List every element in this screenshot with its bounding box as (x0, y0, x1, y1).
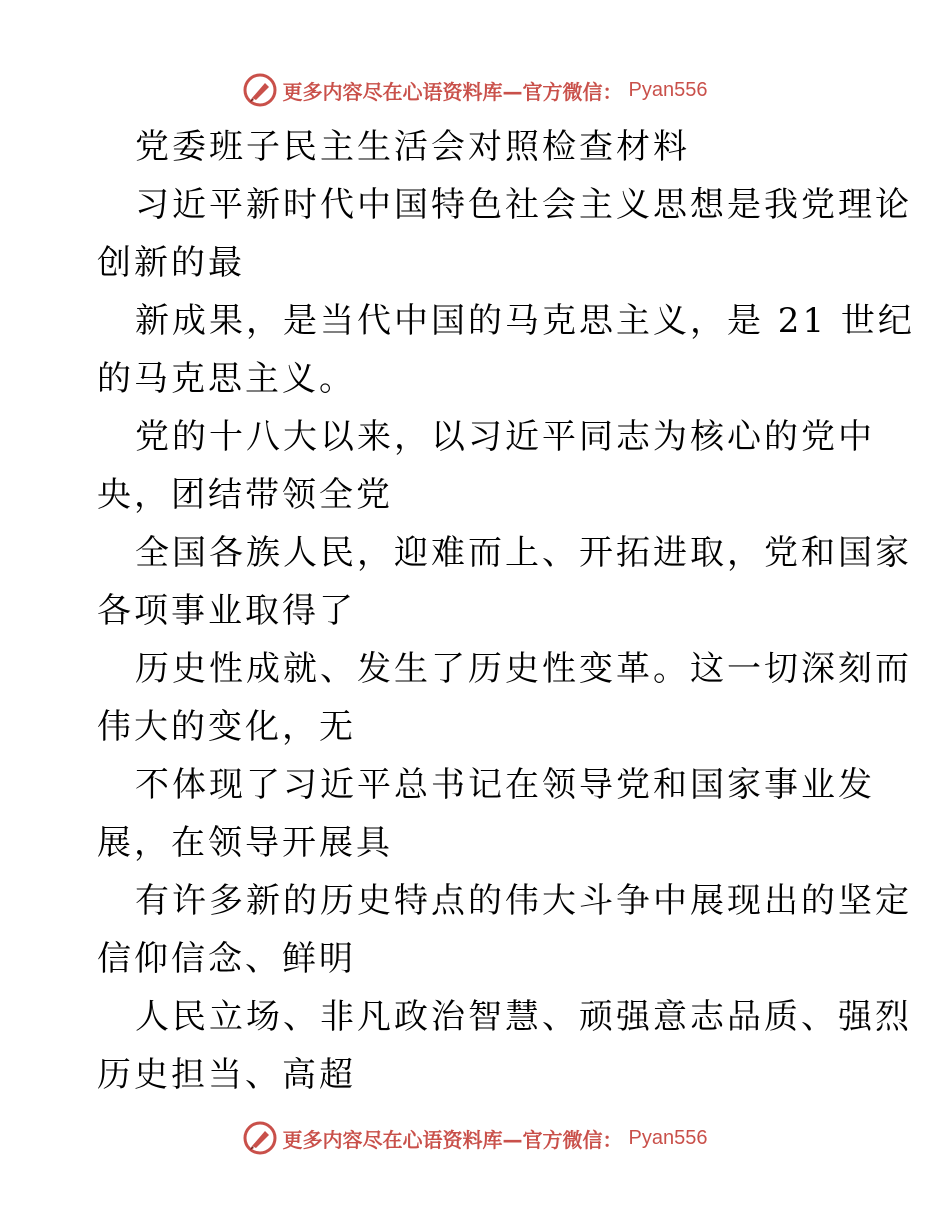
header-banner-text: 更多内容尽在心语资料库—官方微信： (282, 79, 623, 104)
paragraph-line: 党的十八大以来，以习近平同志为核心的党中 (135, 417, 875, 457)
paragraph-line: 历史性成就、发生了历史性变革。这一切深刻而 (135, 649, 912, 689)
document-title: 党委班子民主生活会对照检查材料 (135, 127, 690, 167)
paragraph-line: 的马克思主义。 (97, 359, 356, 399)
paragraph-line: 历史担当、高超 (97, 1055, 356, 1095)
paragraph-line: 不体现了习近平总书记在领导党和国家事业发 (135, 765, 875, 805)
header-wechat-id: Pyan556 (628, 78, 708, 101)
pen-nib-logo-icon (243, 1121, 277, 1155)
paragraph-line: 信仰信念、鲜明 (97, 939, 356, 979)
paragraph-line: 有许多新的历史特点的伟大斗争中展现出的坚定 (135, 881, 912, 921)
paragraph-line: 全国各族人民，迎难而上、开拓进取，党和国家 (135, 533, 912, 573)
paragraph-line: 各项事业取得了 (97, 591, 356, 631)
paragraph-line: 习近平新时代中国特色社会主义思想是我党理论 (135, 185, 912, 225)
pen-nib-logo-icon (243, 73, 277, 107)
footer-wechat-id: Pyan556 (628, 1126, 708, 1149)
paragraph-line: 展，在领导开展具 (97, 823, 393, 863)
paragraph-line: 央，团结带领全党 (97, 475, 393, 515)
document-body (97, 118, 915, 1104)
paragraph-line: 伟大的变化，无 (97, 707, 356, 747)
paragraph-line: 人民立场、非凡政治智慧、顽强意志品质、强烈 (135, 997, 912, 1037)
paragraph-line: 新成果，是当代中国的马克思主义，是 21 世纪 (135, 301, 915, 341)
footer-banner (0, 1118, 950, 1158)
header-banner (0, 70, 950, 110)
paragraph-line: 创新的最 (97, 243, 245, 283)
footer-banner-text: 更多内容尽在心语资料库—官方微信： (282, 1127, 623, 1152)
